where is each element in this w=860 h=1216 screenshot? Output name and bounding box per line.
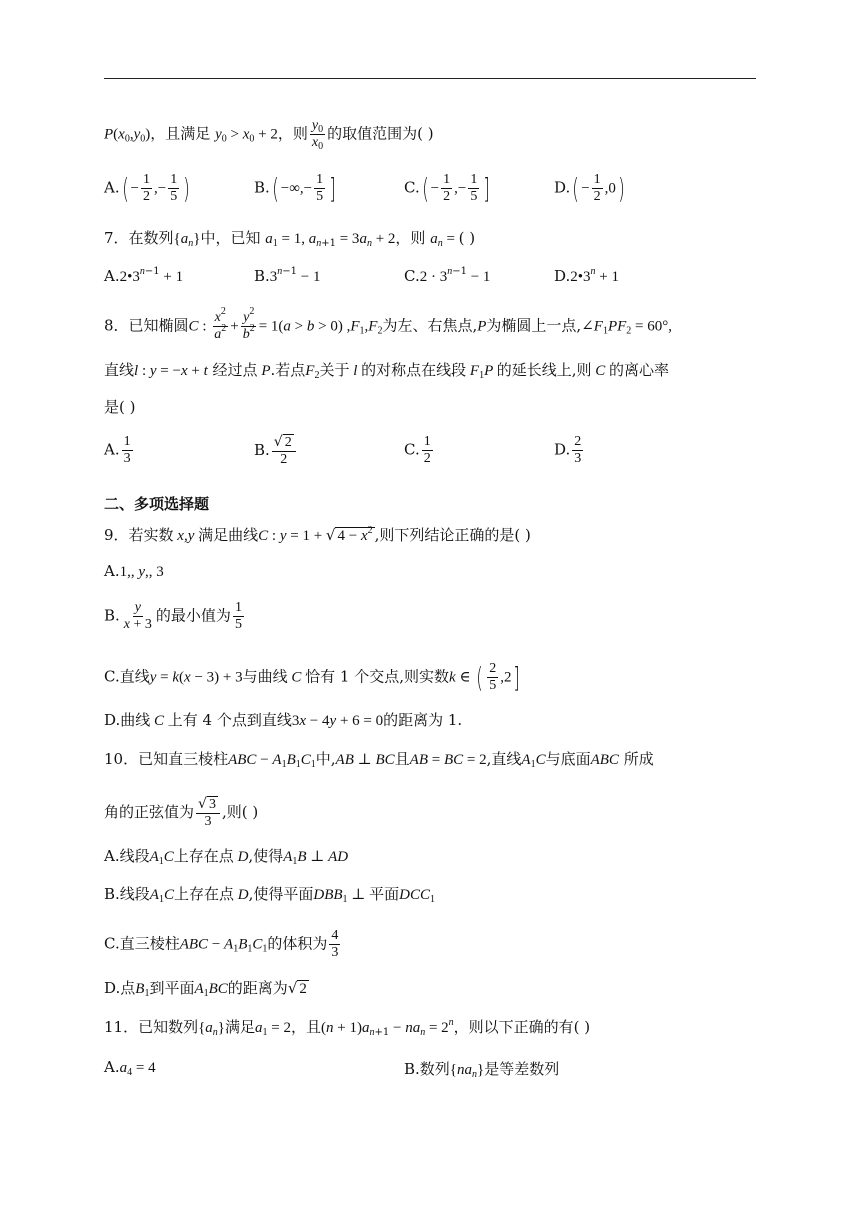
q9-stem: 9．若实数 x,y 满足曲线C : y = 1 + √ $4 - x^2$ ,则下列结论正确的是( ) <box>104 525 531 544</box>
q11-stem: 11．已知数列$\{a_n\}$满足$a_1 = 2$，且$(n + 1)a_{n+1} - na_n = 2^n$，则以下正确的有( ) <box>104 1017 591 1038</box>
q9-option-a: A.1,, y,, 3 <box>104 562 164 580</box>
q8-stem-line3: 是( ) <box>104 398 136 416</box>
section-heading: 二、多项选择题 <box>104 495 210 513</box>
q6-option-d: D.( − $\frac{1}{2}$ ,0) <box>554 171 625 205</box>
q6-option-b: B.( −∞,− $\frac{1}{5}$ ] <box>254 171 336 205</box>
q10-stem-line2: 角的正弦值为 $\frac{√ 3}{3}$ ,则( ) <box>104 796 259 829</box>
q6-option-a: A.( − $\frac{1}{2}$ ,− $\frac{1}{5}$ ) <box>104 171 190 205</box>
q10-option-b: B.线段$A_1C$上存在点 D,使得平面$DBB_1$ ⊥ 平面$DCC_1$ <box>104 885 436 905</box>
q11-option-b: B.数列$\{na_n\}$是等差数列 <box>404 1060 560 1080</box>
q11-option-a: $A.a_4 = 4$ <box>104 1058 156 1078</box>
q6-stem: $P(x_0,y_0)$，且满足 $y_0 > x_0 + 2$，则 $\frac{y_0}{x_0}$ 的取值范围为( ) <box>104 118 434 152</box>
q9-option-c: C.直线y = k(x − 3) + 3与曲线 C 恰有 1 个交点,则实数k ∈ ( $\frac{2}{5}$ ,2] <box>104 660 521 694</box>
q7-option-d: $D.2•3^n + 1$ <box>554 266 619 285</box>
q9-option-d: D.曲线 C 上有 4 个点到直线3x − 4y + 6 = 0的距离为 1. <box>104 711 463 729</box>
q7-option-b: $B.3^{n-1} - 1$ <box>254 266 321 285</box>
q10-option-c: C.直三棱柱ABC − $A_1B_1C_1$的体积为 $\frac{4}{3}$ <box>104 928 339 960</box>
q10-stem: 10．已知直三棱柱ABC − $A_1B_1C_1$中,AB ⊥ BC且AB = BC = 2,直线$A_1C$与底面ABC 所成 <box>104 750 654 770</box>
q10-option-d: D.点$B_1$到平面$A_1BC$的距离为√ 2 <box>104 979 307 999</box>
q8-option-c: C. $\frac{1}{2}$ <box>404 434 431 466</box>
header-rule <box>104 78 756 79</box>
q6-ratio: $\frac{y_0}{x_0}$ <box>311 118 324 152</box>
q10-option-a: A.线段$A_1C$上存在点 D,使得$A_1B$ ⊥ AD <box>104 847 349 867</box>
q7-stem: 7．在数列$\{a_n\}$中，已知 $a_1 = 1$, $a_{n+1} = 3a_n + 2$，则 $a_n$ = ( ) <box>104 229 476 249</box>
q8-option-b: B. $\frac{√ 2}{2}$ <box>254 434 298 468</box>
q9-option-b: B. $\frac{y}{x + 3}$ 的最小值为 $\frac{1}{5}$ <box>104 600 242 632</box>
q7-option-c: $C.2 \cdot 3^{n-1} - 1$ <box>404 266 491 285</box>
q8-option-a: A. $\frac{1}{3}$ <box>104 434 131 466</box>
q8-option-d: D. $\frac{2}{3}$ <box>554 434 582 466</box>
q8-stem: 8．已知椭圆C : $\frac{x^2}{a^2}$ + $\frac{y^2}{b^2}$ = 1(a > b > 0) $,F_1,F_2$为左、右焦点,P为椭圆上一点$,\angle F_1PF_2 = 60^\circ$, <box>104 306 672 342</box>
q8-stem-line2: 直线l : y = −x + t 经过点 P.若点$F_2$关于 l 的对称点在线段 $F_1P$ 的延长线上,则 C 的离心率 <box>104 361 670 381</box>
q7-option-a: $A.2•3^{n-1} + 1$ <box>104 266 184 285</box>
q6-option-c: C.( − $\frac{1}{2}$ ,− $\frac{1}{5}$ ] <box>404 171 491 205</box>
